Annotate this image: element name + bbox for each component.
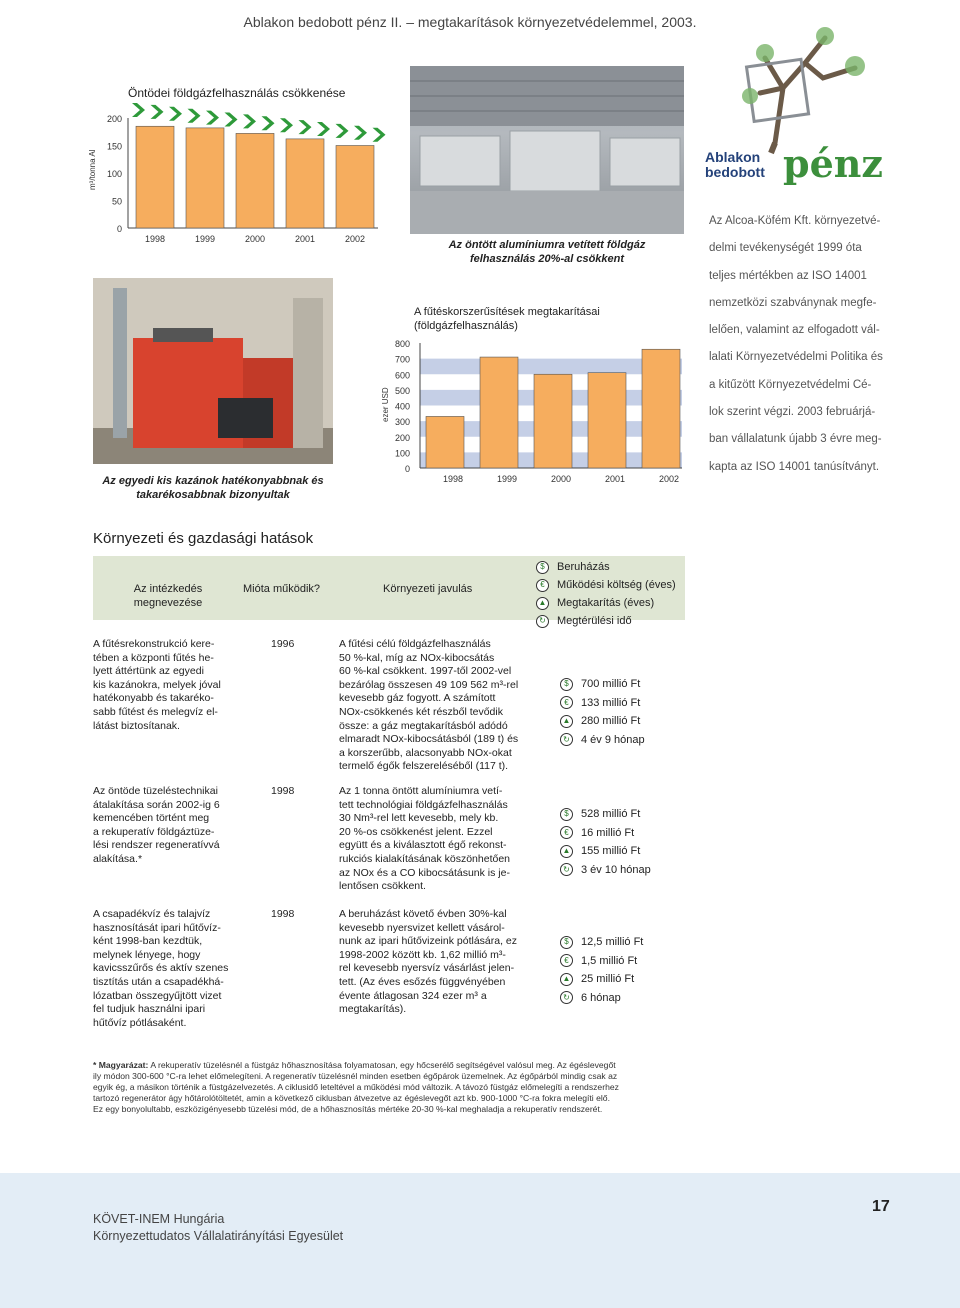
chart1-bar [286,139,324,228]
cell-line: hűtővíz pótlásaként. [93,1016,187,1029]
legend-label: Megtakarítás (éves) [557,597,655,609]
value-text: 4 év 9 hónap [581,733,645,746]
savings-icon: ▲ [560,715,573,728]
cell-line: 20 %-os csökkenést jelent. Ezzel [339,825,493,838]
chevron-arrow-icon [206,111,219,125]
caption-boilers-line2: takarékosabbnak bizonyultak [136,489,290,501]
header-measure-line2: megnevezése [133,597,203,609]
cell-line: rukciós kialakításának köszönhetően [339,852,511,865]
cell-line: sabb fűtést és melegvíz el- [93,705,218,718]
chevron-arrow-icon [188,109,201,123]
side-text-line: Az Alcoa-Köfém Kft. környezetvé- [709,215,881,227]
chevron-arrow-icon [317,122,330,136]
side-text-line: teljes mértékben az ISO 14001 [709,269,867,282]
cell-values [560,805,651,879]
chevron-arrow-icon [280,118,293,132]
investment-icon: $ [536,561,549,574]
cell-line: termelő égők felszereléséből (117 t). [339,760,509,773]
chart1-xtick: 1999 [194,234,216,244]
cell-improvement [339,908,534,1017]
side-text-line: nemzetközi szabványnak megfe- [709,296,877,309]
chart2-ytick: 200 [394,432,410,443]
chevron-arrow-icon [225,113,238,127]
cell-line: évente átlagosan 324 ezer m³ a [339,989,487,1002]
cell-since: 1998 [271,785,295,797]
cell-line: kevesebb gáz fogyott. A számított [339,692,496,705]
chart1-svg [0,0,400,260]
cell-line: fel tudjuk használni ipari [93,1003,206,1016]
chart2-ytick: 800 [394,339,410,349]
cell-line: lyett áttértünk az egyedi [93,665,204,678]
chevron-arrow-icon [336,124,349,138]
footer-org-line2: Környezettudatos Vállalatirányítási Egyesület [93,1229,344,1243]
cell-line: melynek lényege, hogy [93,948,201,961]
cell-line: A beruházást követő évben 30%-kal [339,908,507,920]
chart1-bar [186,128,224,228]
chart1-title: Öntödei földgázfelhasználás csökkenése [128,86,346,100]
cell-line: 1998-2002 között kb. 1,62 millió m³- [339,948,506,961]
value-row [560,952,643,971]
cell-line: NOx-csökkenés két részből tevődik [339,705,503,718]
cell-line: kevesebb nyersvizet kellett vásárol- [339,921,505,934]
chart2-ytick: 500 [394,385,410,396]
legend-operating-cost [536,576,676,594]
value-row [560,675,645,694]
footnote-label: * Magyarázat: [93,1060,149,1070]
chart1-ytick: 100 [106,169,122,179]
photo-aluminium-ingots [410,66,684,234]
legend-savings [536,594,676,612]
chart2-ytick: 300 [394,417,410,428]
legend-payback [536,612,676,630]
photo-boilers [93,278,333,464]
value-text: 6 hónap [581,991,621,1004]
chart2-xtick: 2002 [658,474,680,484]
cell-line: 60 %-kal csökkent. 1997-től 2002-vel [339,665,512,678]
savings-icon: ▲ [560,973,573,986]
chevron-arrow-icon [262,116,275,130]
cell-line: A fűtési célú földgázfelhasználás [339,638,491,650]
value-row [560,712,645,731]
side-text-line: lelően, valamint az elfogadott vál- [709,324,880,337]
logo-line1: Ablakon [705,149,761,165]
value-row [560,842,651,861]
payback-icon: ↻ [560,991,573,1004]
legend-label: Beruházás [557,561,610,573]
value-text: 3 év 10 hónap [581,863,651,876]
chart2-ytick: 700 [394,354,410,365]
cell-line: tett technológiai földgázfelhasználás [339,798,508,811]
chart2-xtick: 1999 [496,474,518,484]
cell-line: átalakítása során 2002-ig 6 [93,798,220,811]
legend-investment [536,558,676,576]
chart2-ytick: 400 [394,401,410,412]
side-text-line: lalati Környezetvédelmi Politika és [709,351,883,364]
chart1-bar [136,126,174,228]
chart2-xtick: 2001 [604,474,626,484]
footnote-line1 [93,1060,693,1071]
chevron-arrow-icon [151,105,164,119]
cell-line: lózatban összegyűjtött vizet [93,989,222,1002]
running-header: Ablakon bedobott pénz II. – megtakarítások környezetvédelemmel, 2003. [243,14,697,30]
investment-icon: $ [560,678,573,691]
cell-line: a rekuperatív földgáztüze- [93,825,215,838]
cell-line: tisztítás után a csapadékhá- [93,975,224,988]
chevron-arrow-icon [169,107,182,121]
footer-org-line1: KÖVET-INEM Hungária [93,1212,225,1226]
chart1-ytick: 200 [106,114,122,124]
header-since: Mióta működik? [243,583,321,595]
chart2-svg [380,330,690,500]
cell-line: hasznosítását ipari hűtővíz- [93,921,221,934]
header-legend [536,558,676,630]
cell-line: bezárólag összesen 49 109 562 m³-rel [339,678,519,691]
value-row [560,805,651,824]
side-text-line: a kitűzött Környezetvédelmi Cé- [709,378,872,391]
chart2-ytick: 600 [394,370,410,381]
cell-line: elmaradt NOx-kibocsátásból (189 t) és [339,733,519,746]
cell-line: lentősen csökkent. [339,880,426,893]
chevron-arrow-icon [243,114,256,128]
cell-line: tében a központi fűtés he- [93,651,214,664]
chart2-xtick: 1998 [442,474,464,484]
cell-line: lési rendszer regeneratívvá [93,839,220,852]
value-row [560,970,643,989]
footer-org [93,1211,343,1245]
chart1-bar [236,133,274,228]
investment-icon: $ [560,808,573,821]
value-text: 1,5 millió Ft [581,954,638,967]
caption-boilers-line1: Az egyedi kis kazánok hatékonyabbnak és [102,475,324,487]
value-row [560,694,645,713]
footnote-line3: egyik ég, a másikon történik a füstgázelvezetés. A ciklusidő leteltével a működési mód változik. A távozó füstgáz előmelegíti a rendszerhez [93,1082,619,1092]
legend-label: Működési költség (éves) [557,579,676,591]
caption-aluminium [410,238,684,266]
operating-cost-icon: € [560,696,573,709]
chart2-ytick: 0 [404,464,410,474]
cell-line: 50 %-kal, míg az NOx-kibocsátás [339,651,495,664]
cell-improvement [339,638,534,774]
footnote-line2: ily módon 300-600 °C-ra lehet előmelegíteni. A regeneratív tüzelésnél minden esetben égőpárok üzemelnek. Az égőpárból mindig csak az [93,1071,618,1081]
header-measure-line1: Az intézkedés [133,583,203,595]
boilers-illustration [93,278,333,464]
value-text: 25 millió Ft [581,973,635,986]
legend-label: Megtérülési idő [557,615,632,627]
side-text-line: lok szerint végzi. 2003 februárjá- [709,406,876,419]
chart1-ylabel: m³/tonna Al [88,149,97,190]
operating-cost-icon: € [560,954,573,967]
savings-icon: ▲ [536,597,549,610]
chevron-arrow-icon [299,120,312,134]
cell-since: 1998 [271,908,295,920]
value-text: 12,5 millió Ft [581,936,644,949]
value-text: 700 millió Ft [581,678,641,691]
value-text: 155 millió Ft [581,845,641,858]
chart1-bar [336,146,374,229]
side-text-line: ban vállalatunk újabb 3 évre meg- [709,433,882,446]
value-row [560,731,645,750]
chart1-xtick: 2000 [244,234,266,244]
cell-line: nunk az ipari hűtővizeink pótlására, ez [339,935,518,948]
cell-since: 1996 [271,638,295,650]
caption-aluminium-line2: felhasználás 20%-al csökkent [469,253,625,265]
cell-values [560,933,643,1007]
value-row [560,933,643,952]
logo-word: pénz [783,141,883,186]
cell-measure [93,908,243,1030]
chart2-bar [642,349,680,468]
chevron-arrow-icon [354,126,367,140]
cell-line: tett. (Az éves esőzés függvényében [339,975,506,988]
cell-line: 30 Nm³-rel lett kevesebb, mely kb. [339,812,499,825]
side-text-line: kapta az ISO 14001 tanúsítványt. [709,460,880,473]
chart2-bar [480,357,518,468]
cell-measure [93,785,243,867]
cell-line: Az 1 tonna öntött alumíniumra vetí- [339,785,503,797]
cell-line: alakítása.* [93,852,143,865]
value-text: 133 millió Ft [581,696,641,709]
value-row [560,824,651,843]
chart1-xtick: 1998 [144,234,166,244]
cell-line: rel kevesebb nyersvíz vásárlást jelen- [339,962,515,975]
cell-line: kemencében történt meg [93,812,210,825]
side-text-line: delmi tevékenységét 1999 óta [709,242,862,255]
value-row [560,861,651,880]
cell-line: együtt és a kiválasztott égő rekonst- [339,839,507,852]
cell-line: A fűtésrekonstrukció kere- [93,638,215,650]
chart2-xtick: 2000 [550,474,572,484]
chevron-arrow-icon [132,103,145,117]
chart2-bar [534,374,572,468]
cell-line: ként 1998-ban kezdtük, [93,935,203,948]
cell-line: össze: a gáz megtakarításból adódó [339,719,508,732]
value-text: 528 millió Ft [581,808,641,821]
cell-line: Az öntöde tüzeléstechnikai [93,785,218,797]
cell-improvement [339,785,534,894]
ingots-illustration [410,66,684,234]
chart2-bar [588,373,626,468]
operating-cost-icon: € [536,579,549,592]
investment-icon: $ [560,936,573,949]
chart1-ytick: 150 [106,141,122,152]
footnote-line4: tartozó regenerátor ágy hőtárolótöltetét, amin a következő ciklusban átvezetve az égéslevegőt azt kb. 900-1000 °C-ra fokra melegíti elő. [93,1093,610,1103]
cell-measure [93,638,243,733]
savings-icon: ▲ [560,845,573,858]
chart2-ylabel: ezer USD [381,387,390,422]
logo-line2: bedobott [705,164,765,180]
value-row [560,989,643,1008]
chart2-title-line2: (földgázfelhasználás) [414,320,518,332]
cell-line: az NOx és a CO kibocsátásunk is je- [339,866,510,879]
page-number: 17 [872,1198,890,1215]
chart1-xtick: 2002 [344,234,366,244]
chart2-title-line1: A fűtéskorszerűsítések megtakarításai [414,306,600,318]
chart2-title [414,305,600,333]
section-title: Környezeti és gazdasági hatások [93,530,314,547]
side-text [709,208,891,481]
operating-cost-icon: € [560,826,573,839]
caption-boilers [93,474,333,502]
cell-line: kavicsszűrős és aktív szenes [93,962,229,975]
cell-line: kis kazánokra, melyek jóval [93,678,221,691]
header-improvement: Környezeti javulás [383,583,473,595]
chart2-ytick: 100 [394,448,410,459]
chart1-xtick: 2001 [294,234,316,244]
chart2-bar [426,416,464,468]
cell-line: megtakarítás). [339,1003,407,1016]
cell-line: látást biztosítanak. [93,719,180,732]
chart1-ytick: 0 [116,224,122,234]
cell-line: A csapadékvíz és talajvíz [93,908,211,920]
chevron-arrow-icon [373,128,386,142]
cell-line: a korszerűbb, alacsonyabb NOx-okat [339,746,512,759]
payback-icon: ↻ [536,615,549,628]
header-measure [93,582,243,610]
cell-values [560,675,645,749]
caption-aluminium-line1: Az öntött alumíniumra vetített földgáz [448,239,646,251]
logo [705,18,895,198]
cell-line: hatékonyabb és takarékο- [93,692,214,705]
value-text: 16 millió Ft [581,826,635,839]
footnote-line5: Ez egy bonyolultabb, eszközigényesebb tüzelési mód, de a hőhasznosítás mértéke 20-30 %-kal meghaladja a rekuperatív rendszerét. [93,1104,603,1114]
footnote [93,1060,693,1115]
chart1-ytick: 50 [111,196,122,207]
payback-icon: ↻ [560,733,573,746]
footnote-text: A rekuperatív tüzelésnél a füstgáz hőhasznosítása folyamatosan, egy hőcserélő segítségével valósul meg. Az égéslevegőt [148,1060,616,1070]
value-text: 280 millió Ft [581,715,641,728]
payback-icon: ↻ [560,863,573,876]
